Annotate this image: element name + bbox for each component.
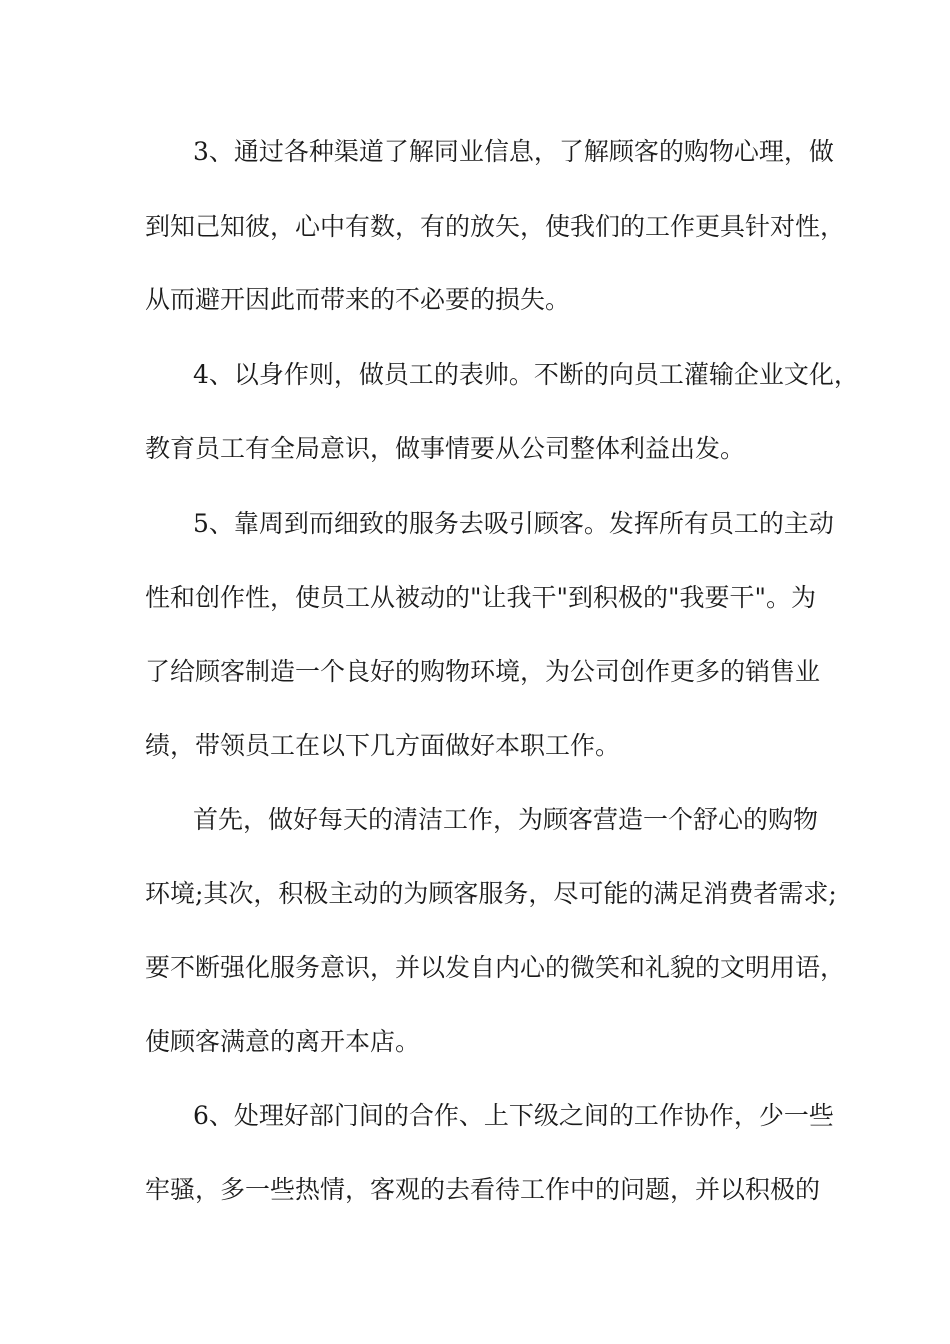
paragraph-first-line-4: 使顾客满意的离开本店。 [145, 1027, 421, 1056]
paragraph-5-line-4: 绩，带领员工在以下几方面做好本职工作。 [145, 731, 621, 760]
paragraph-3-line-1: 3、通过各种渠道了解同业信息，了解顾客的购物心理，做 [193, 137, 834, 166]
paragraph-6-line-2: 牢骚，多一些热情，客观的去看待工作中的问题，并以积极的 [145, 1175, 821, 1204]
paragraph-6-line-1: 6、处理好部门间的合作、上下级之间的工作协作，少一些 [193, 1101, 834, 1130]
paragraph-3-line-3: 从而避开因此而带来的不必要的损失。 [145, 285, 571, 314]
paragraph-5-line-2: 性和创作性，使员工从被动的"让我干"到积极的"我要干"。为 [145, 583, 816, 612]
paragraph-4-line-2: 教育员工有全局意识，做事情要从公司整体利益出发。 [145, 434, 746, 463]
paragraph-first-line-2: 环境;其次，积极主动的为顾客服务，尽可能的满足消费者需求; [145, 879, 837, 908]
paragraph-5-line-3: 了给顾客制造一个良好的购物环境，为公司创作更多的销售业 [145, 657, 821, 686]
paragraph-3-line-2: 到知己知彼，心中有数，有的放矢，使我们的工作更具针对性， [145, 212, 846, 241]
paragraph-4-line-1: 4、以身作则，做员工的表帅。不断的向员工灌输企业文化， [193, 360, 859, 389]
paragraph-first-line-1: 首先，做好每天的清洁工作，为顾客营造一个舒心的购物 [193, 805, 819, 834]
paragraph-first-line-3: 要不断强化服务意识，并以发自内心的微笑和礼貌的文明用语， [145, 953, 846, 982]
paragraph-5-line-1: 5、靠周到而细致的服务去吸引顾客。发挥所有员工的主动 [193, 509, 834, 538]
